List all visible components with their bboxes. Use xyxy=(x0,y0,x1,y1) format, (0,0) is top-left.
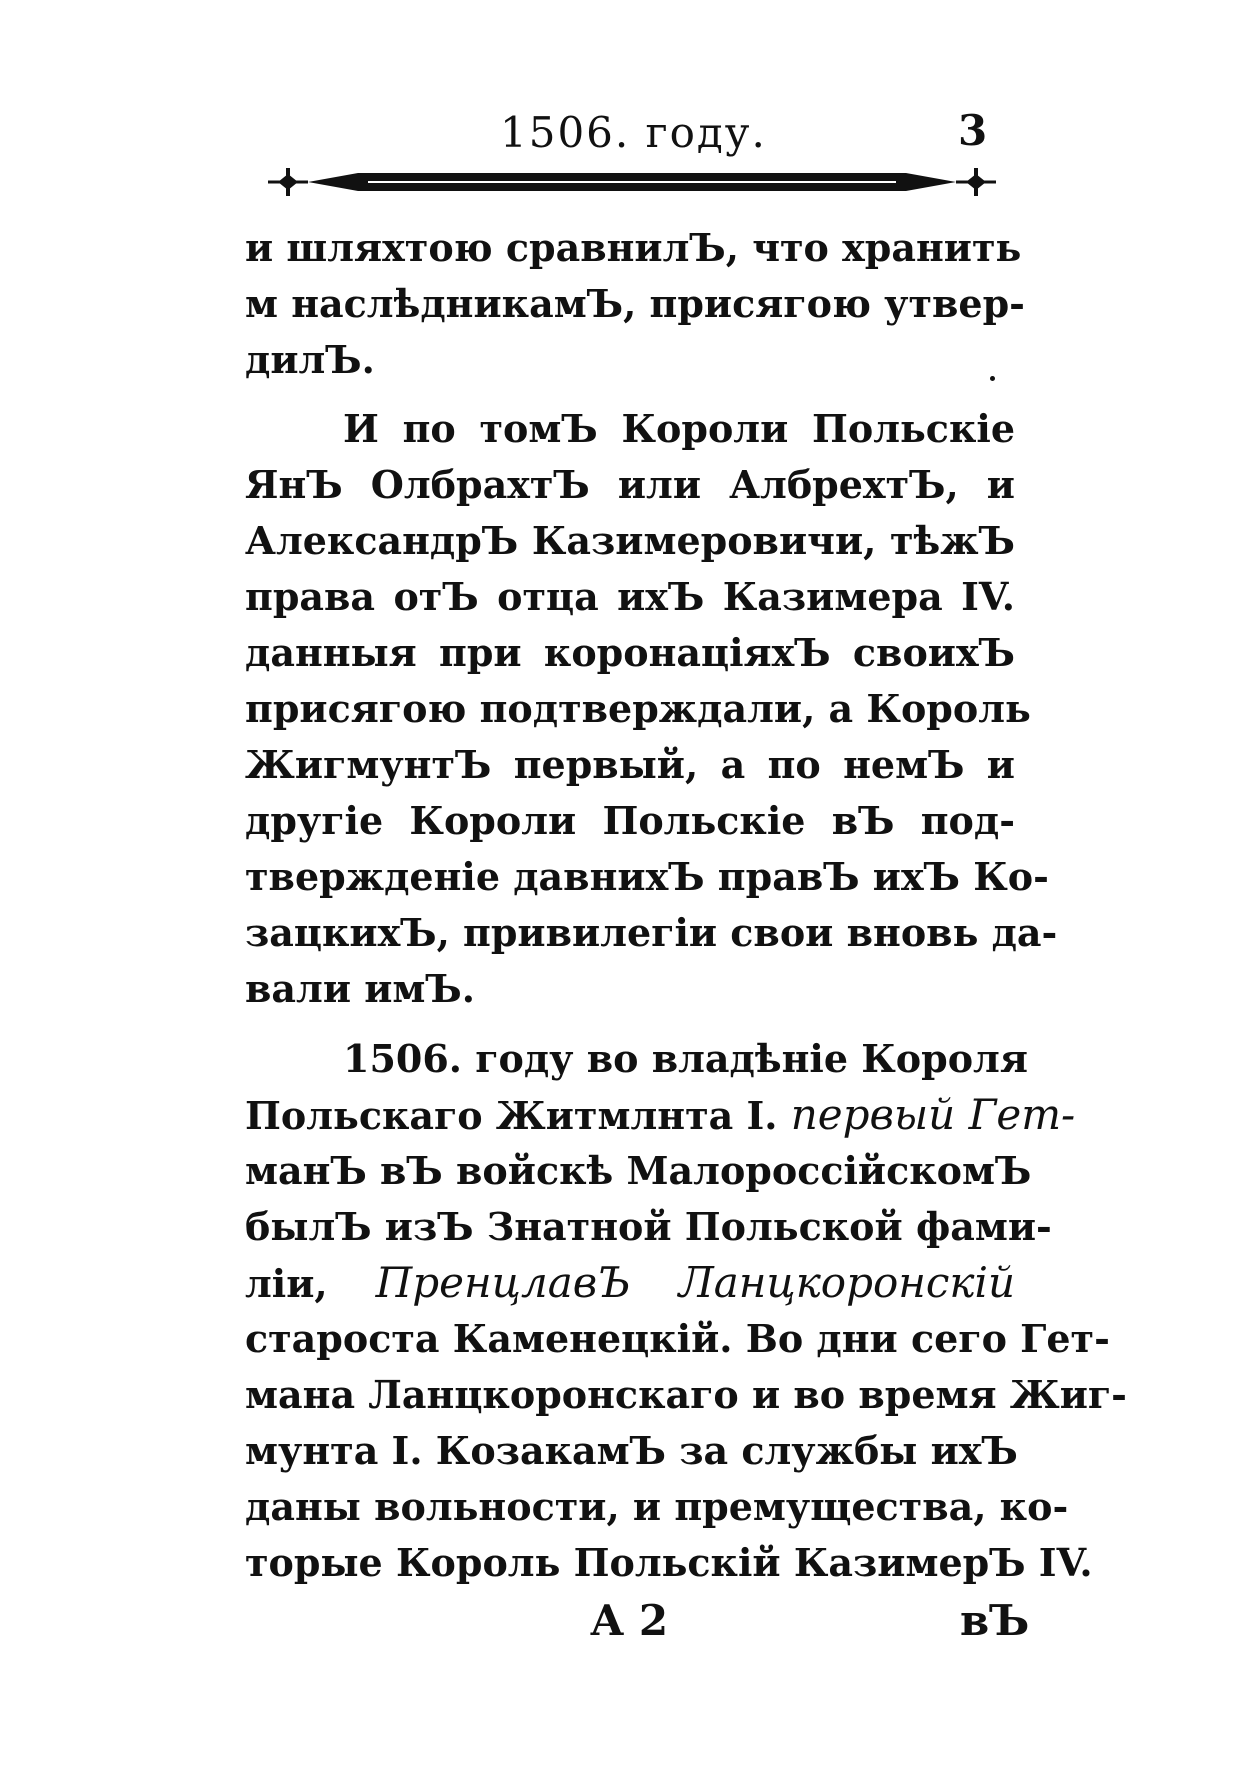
paragraph-1-line-2: м наслѣдникамЪ, присягою утвер- xyxy=(245,281,1025,326)
paragraph-2-line-1: И по томЪ Короли Польскіе xyxy=(343,406,1015,451)
paragraph-3-line-5 xyxy=(245,1257,1015,1309)
paragraph-2-line-10: зацкихЪ, привилегіи свои вновь да- xyxy=(245,910,1058,955)
running-head: 1506. году. xyxy=(500,108,767,157)
paragraph-3-line-2 xyxy=(245,1089,1076,1141)
paragraph-2-line-11: вали имЪ. xyxy=(245,966,476,1011)
paragraph-3-line-6: староста Каменецкій. Во дни сего Гет- xyxy=(245,1316,1110,1361)
emphasis-hetman-name: ПренцлавЪ Ланцкоронскій xyxy=(375,1258,1015,1307)
ink-speck xyxy=(990,376,995,381)
paragraph-2-line-8: другіе Короли Польскіе вЪ под- xyxy=(245,798,1015,843)
paragraph-2-line-7: ЖигмунтЪ первый, а по немЪ и xyxy=(245,742,1015,787)
paragraph-3-line-7: мана Ланцкоронскаго и во время Жиг- xyxy=(245,1372,1127,1417)
paragraph-3-line-5-text: ліи, xyxy=(245,1261,328,1306)
paragraph-2-line-6: присягою подтверждали, а Король xyxy=(245,686,1031,731)
page-number: 3 xyxy=(958,106,988,155)
paragraph-2-line-9: твержденіе давнихЪ правЪ ихЪ Ко- xyxy=(245,854,1049,899)
signature-mark: А 2 xyxy=(590,1596,669,1645)
paragraph-3-line-4: былЪ изЪ Знатной Польской фами- xyxy=(245,1204,1052,1249)
paragraph-3-line-3: манЪ вЪ войскѣ МалороссійскомЪ xyxy=(245,1148,1032,1193)
paragraph-3-line-9: даны вольности, и премущества, ко- xyxy=(245,1484,1069,1529)
paragraph-1-line-3: дилЪ. xyxy=(245,337,375,382)
paragraph-3-line-10: торые Король Польскій КазимерЪ IV. xyxy=(245,1540,1093,1585)
paragraph-2-line-3: АлександрЪ Казимеровичи, тѣжЪ xyxy=(245,518,1015,563)
paragraph-3-line-8: мунта I. КозакамЪ за службы ихЪ xyxy=(245,1428,1018,1473)
paragraph-3-line-1: 1506. году во владѣніе Короля xyxy=(343,1036,1028,1081)
paragraph-2-line-4: права отЪ отца ихЪ Казимера IV. xyxy=(245,574,1015,619)
ornamental-rule xyxy=(268,165,996,199)
right-fleuron-icon xyxy=(956,168,996,196)
paragraph-3-line-2-text: Польскаго Житмлнта I. xyxy=(245,1093,778,1138)
paragraph-2-line-2: ЯнЪ ОлбрахтЪ или АлбрехтЪ, и xyxy=(245,462,1015,507)
paragraph-1-line-1: и шляхтою сравнилЪ, что хранить xyxy=(245,225,1022,270)
left-fleuron-icon xyxy=(268,168,308,196)
catchword: вЪ xyxy=(960,1596,1030,1645)
paragraph-2-line-5: данныя при коронаціяхЪ своихЪ xyxy=(245,630,1015,675)
emphasis-first-hetman: первый Гет- xyxy=(790,1090,1076,1139)
